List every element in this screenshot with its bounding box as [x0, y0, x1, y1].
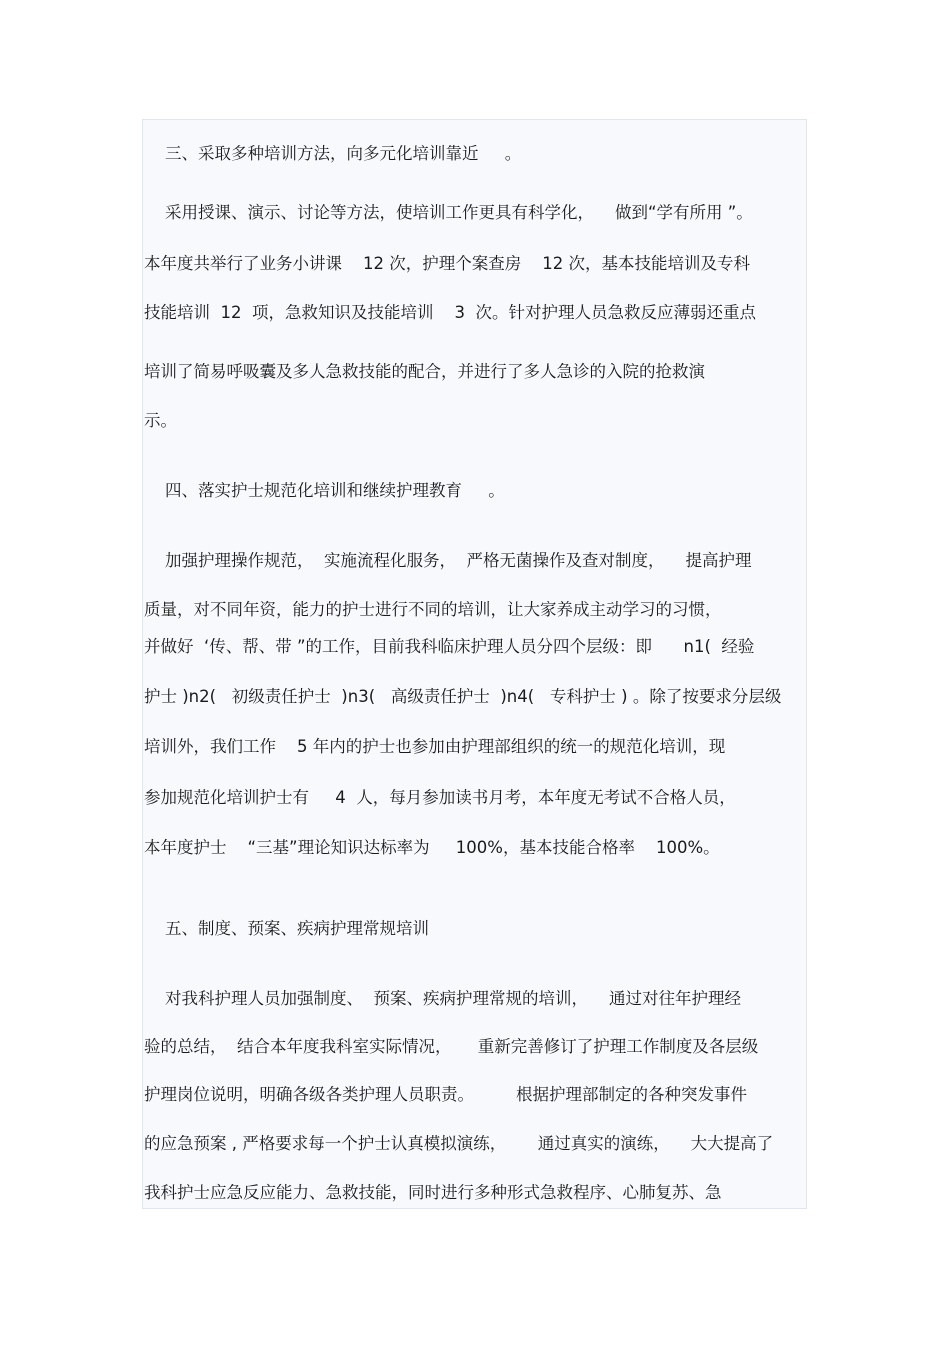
- paragraph-line: 本年度护士 “三基”理论知识达标率为 100%，基本技能合格率 100%。: [144, 838, 720, 857]
- section-4-heading: 四、落实护士规范化培训和继续护理教育 。: [144, 481, 505, 500]
- paragraph-line: 对我科护理人员加强制度、 预案、疾病护理常规的培训， 通过对往年护理经: [144, 989, 741, 1008]
- paragraph-line: 本年度共举行了业务小讲课 12 次，护理个案查房 12 次，基本技能培训及专科: [144, 254, 750, 273]
- paragraph-line: 采用授课、演示、讨论等方法，使培训工作更具有科学化， 做到“学有所用 ”。: [144, 203, 753, 222]
- paragraph-line: 示。: [144, 411, 177, 430]
- section-3-heading: 三、采取多种培训方法，向多元化培训靠近 。: [144, 144, 522, 163]
- paragraph-line: 加强护理操作规范， 实施流程化服务， 严格无菌操作及查对制度， 提高护理: [144, 551, 752, 570]
- paragraph-line: 的应急预案 , 严格要求每一个护士认真模拟演练， 通过真实的演练， 大大提高了: [144, 1134, 774, 1153]
- paragraph-line: 护理岗位说明，明确各级各类护理人员职责。 根据护理部制定的各种突发事件: [144, 1085, 747, 1104]
- paragraph-line: 参加规范化培训护士有 4 人，每月参加读书月考，本年度无考试不合格人员，: [144, 788, 736, 807]
- paragraph-line: 我科护士应急反应能力、急救技能，同时进行多种形式急救程序、心肺复苏、急: [144, 1183, 722, 1202]
- paragraph-line: 质量，对不同年资，能力的护士进行不同的培训，让大家养成主动学习的习惯，: [144, 600, 722, 619]
- paragraph-line: 验的总结， 结合本年度我科室实际情况， 重新完善修订了护理工作制度及各层级: [144, 1037, 759, 1056]
- paragraph-line: 护士 )n2( 初级责任护士 )n3( 高级责任护士 )n4( 专科护士 ) 。除了按要求分层级: [144, 687, 782, 706]
- paragraph-line: 培训外，我们工作 5 年内的护士也参加由护理部组织的统一的规范化培训，现: [144, 737, 726, 756]
- section-5-heading: 五、制度、预案、疾病护理常规培训: [144, 919, 429, 938]
- paragraph-line: 并做好 ‘传、帮、带 ”的工作，目前我科临床护理人员分四个层级：即 n1( 经验: [144, 637, 755, 656]
- paragraph-line: 培训了简易呼吸囊及多人急救技能的配合，并进行了多人急诊的入院的抢救演: [144, 362, 705, 381]
- paragraph-line: 技能培训 12 项，急救知识及技能培训 3 次。针对护理人员急救反应薄弱还重点: [144, 303, 756, 322]
